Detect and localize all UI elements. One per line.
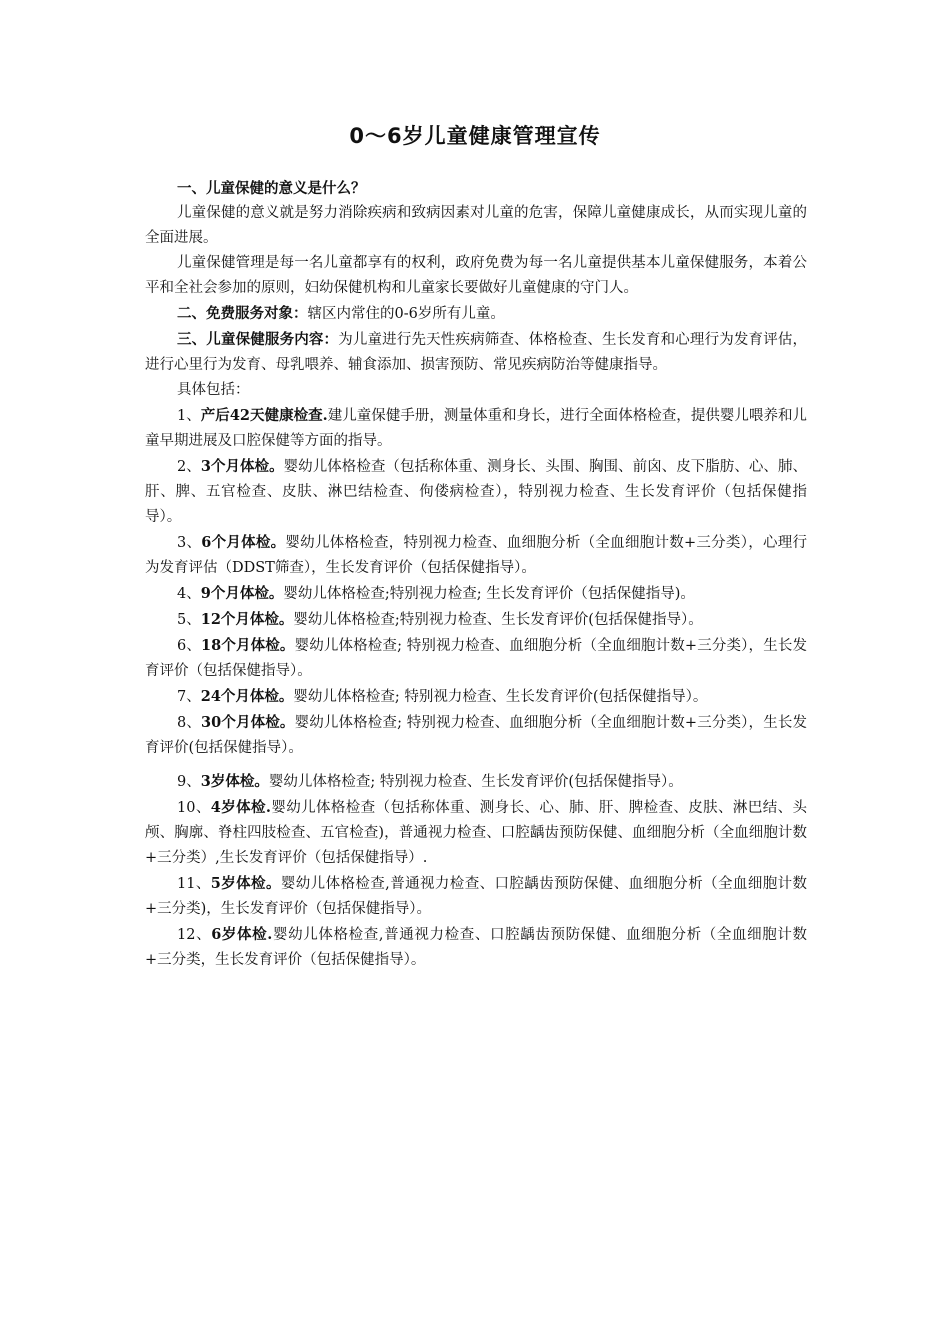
section-1-paragraph-1: 儿童保健的意义就是努力消除疾病和致病因素对儿童的危害，保障儿童健康成长，从而实现儿童的全面进展。 [145, 205, 807, 246]
item-number: 3、 [177, 535, 202, 551]
item-text: 婴幼儿体格检查; 特别视力检查、血细胞分析（全血细胞计数+三分类），生长发育评价（包括保健指导）。 [145, 638, 807, 679]
item-number: 12、 [177, 927, 212, 943]
item-number: 10、 [177, 800, 211, 816]
item-text: 婴幼儿体格检查;特别视力检查; 生长发育评价（包括保健指导)。 [283, 586, 695, 602]
section-2-heading: 二、免费服务对象： [177, 305, 308, 322]
list-item [145, 795, 807, 871]
section-1-paragraph-2: 儿童保健管理是每一名儿童都享有的权利，政府免费为每一名儿童提供基本儿童保健服务，本着公平和全社会参加的原则，妇幼保健机构和儿童家长要做好儿童健康的守门人。 [145, 255, 807, 296]
section-2-text: 辖区内常住的0-6岁所有儿童。 [307, 306, 505, 322]
item-number: 4、 [177, 586, 201, 602]
item-number: 9、 [177, 774, 201, 790]
item-title: 18个月体检。 [201, 637, 295, 654]
item-title: 9个月体检。 [200, 585, 284, 602]
list-item [145, 403, 807, 454]
page-title: 0～6岁儿童健康管理宣传 [349, 124, 601, 148]
list-item [145, 710, 807, 761]
item-title: 产后42天健康检查. [200, 407, 328, 424]
item-number: 1、 [177, 408, 201, 424]
section-1-heading: 一、儿童保健的意义是什么？ [177, 180, 366, 197]
section-3-paragraph [145, 327, 807, 378]
item-text: 婴幼儿体格检查,普通视力检查、口腔龋齿预防保健、血细胞分析（全血细胞计数+三分类，生长发育评价（包括保健指导）。 [145, 927, 808, 968]
item-text: 婴幼儿体格检查;特别视力检查、生长发育评价(包括保健指导）。 [293, 612, 703, 628]
item-number: 2、 [177, 459, 201, 475]
document-body [145, 176, 807, 973]
section-2-paragraph [145, 301, 807, 327]
item-text: 建儿童保健手册，测量体重和身长，进行全面体格检查，提供婴儿喂养和儿童早期进展及口腔保健等方面的指导。 [145, 408, 807, 449]
item-number: 7、 [177, 689, 201, 705]
item-number: 8、 [177, 715, 202, 731]
item-title: 3岁体检。 [200, 773, 269, 790]
item-number: 6、 [177, 638, 202, 654]
list-item [145, 454, 807, 530]
item-number: 5、 [177, 612, 201, 628]
list-item [145, 871, 807, 922]
item-title: 3个月体检。 [200, 458, 284, 475]
list-item [145, 769, 807, 795]
item-text: 婴幼儿体格检查; 特别视力检查、生长发育评价(包括保健指导）。 [293, 689, 708, 705]
item-text: 婴幼儿体格检查（包括称体重、测身长、头围、胸围、前囟、皮下脂肪、心、肺、肝、脾、五官检查、皮肤、淋巴结检查、佝偻病检查），特别视力检查、生长发育评价（包括保健指导）。 [145, 459, 807, 525]
item-title: 4岁体检. [210, 799, 271, 816]
item-title: 6个月体检。 [201, 534, 286, 551]
item-title: 6岁体检. [211, 926, 273, 943]
item-text: 婴幼儿体格检查; 特别视力检查、生长发育评价(包括保健指导）。 [268, 774, 683, 790]
list-item [145, 633, 807, 684]
item-number: 11、 [177, 876, 211, 892]
includes-label: 具体包括： [177, 382, 250, 398]
section-3-text: 为儿童进行先天性疾病筛查、体格检查、生长发育和心理行为发育评估，进行心里行为发育、母乳喂养、辅食添加、损害预防、常见疾病防治等健康指导。 [145, 332, 807, 373]
list-item [145, 922, 807, 973]
item-title: 5岁体检。 [210, 875, 281, 892]
list-item [145, 581, 807, 607]
item-text: 婴幼儿体格检查; 特别视力检查、血细胞分析（全血细胞计数+三分类），生长发育评价(包括保健指导）。 [145, 715, 807, 756]
item-title: 24个月体检。 [200, 688, 294, 705]
list-item [145, 684, 807, 710]
item-title: 12个月体检。 [200, 611, 294, 628]
section-3-heading: 三、儿童保健服务内容： [177, 331, 339, 348]
list-item [145, 607, 807, 633]
list-item [145, 530, 807, 581]
item-title: 30个月体检。 [201, 714, 295, 731]
item-text: 婴幼儿体格检查,普通视力检查、口腔龋齿预防保健、血细胞分析（全血细胞计数+三分类)，生长发育评价（包括保健指导）。 [145, 876, 808, 917]
item-text: 婴幼儿体格检查，特别视力检查、血细胞分析（全血细胞计数+三分类），心理行为发育评估（DDST筛查），生长发育评价（包括保健指导）。 [145, 535, 807, 576]
item-text: 婴幼儿体格检查（包括称体重、测身长、心、肺、肝、脾检查、皮肤、淋巴结、头颅、胸廓、脊柱四肢检查、五官检查)，普通视力检查、口腔龋齿预防保健、血细胞分析（全血细胞计数+三分类）,生长发育评价（包括保健指导）. [145, 800, 807, 866]
